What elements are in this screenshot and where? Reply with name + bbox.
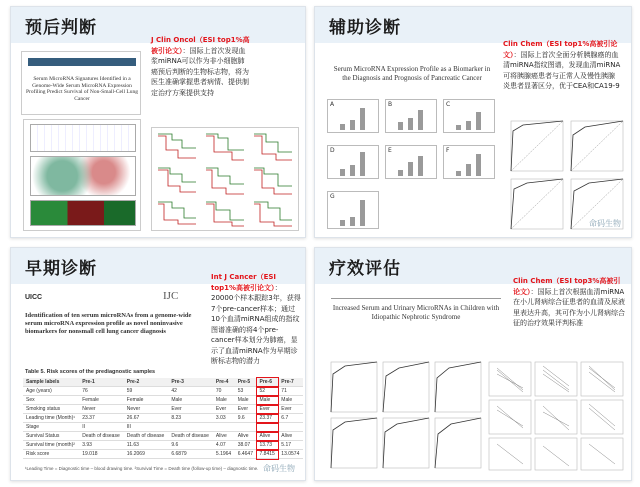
table-cell: 23.37 bbox=[79, 414, 124, 423]
table-cell: 4.07 bbox=[213, 441, 235, 450]
table-cell: 11.63 bbox=[124, 441, 169, 450]
table-cell: 19.018 bbox=[79, 450, 124, 459]
roc-curves bbox=[509, 119, 627, 233]
citation: Clin Chem（ESI top1%高被引论文） bbox=[503, 40, 618, 59]
table-cell: Survival time (month)² bbox=[23, 441, 79, 450]
table-header-cell: Pre-3 bbox=[168, 378, 213, 387]
roc-grid bbox=[509, 119, 627, 233]
table-cell: 53 bbox=[235, 387, 257, 396]
table-cell: Death of disease bbox=[124, 432, 169, 441]
paper-title: Serum MicroRNA Signatures Identified in a Genome-Wide Serum MicroRNA Expression Profiling Predict Survival of Non-Small-Cell Lung Cancer bbox=[26, 76, 138, 102]
table-cell: Never bbox=[124, 405, 169, 414]
kaplan-meier-grid bbox=[151, 127, 299, 231]
diagnosis-caption bbox=[503, 39, 621, 92]
table-header-cell: Pre-7 bbox=[278, 378, 303, 387]
roc-curve-grid bbox=[329, 360, 483, 472]
prognosis-caption bbox=[151, 35, 251, 98]
table-cell: Ever bbox=[213, 405, 235, 414]
table-cell: 3.93 bbox=[79, 441, 124, 450]
table-cell: 59 bbox=[124, 387, 169, 396]
panel-prognosis bbox=[10, 6, 306, 238]
table-cell: 42 bbox=[168, 387, 213, 396]
journal-banner bbox=[28, 58, 136, 66]
heatmap-c bbox=[30, 200, 136, 226]
table-cell: 16.2069 bbox=[124, 450, 169, 459]
table-cell: Ever bbox=[278, 405, 303, 414]
scatter-plot-a bbox=[30, 124, 136, 152]
table-header-cell: Pre-6 bbox=[257, 378, 279, 387]
panel-title: 早期诊断 bbox=[25, 259, 97, 279]
table-cell: 5.17 bbox=[278, 441, 303, 450]
ijc-logo: IJC bbox=[163, 290, 179, 302]
table-cell: Death of disease bbox=[168, 432, 213, 441]
plot-c: C bbox=[443, 99, 495, 133]
panel-diagnosis bbox=[314, 6, 632, 238]
uicc-logo: UICC bbox=[25, 294, 43, 301]
plot-e: E bbox=[385, 145, 437, 179]
table-row bbox=[23, 441, 303, 450]
table-cell: Smoking status bbox=[23, 405, 79, 414]
citation: J Clin Oncol（ESI top1%高被引论文） bbox=[151, 36, 250, 55]
journal-page-thumbnail bbox=[21, 51, 141, 115]
table-cell: Never bbox=[79, 405, 124, 414]
table-cell: Male bbox=[168, 396, 213, 405]
caption-text: ：20000个样本跟踪3年，获得7个pre-cancer样本；通过10个血清miRNA组成的指纹图谱准确的将4个pre-cancer样本划分为肺癌，显示了血清miRNA作为早期诊断标志物的潜力 bbox=[211, 283, 301, 365]
panel-title: 预后判断 bbox=[25, 18, 97, 38]
citation: Clin Chem（ESI top3%高被引论文） bbox=[513, 277, 621, 296]
table-cell: 52 bbox=[257, 387, 279, 396]
table-cell: 23.37 bbox=[257, 414, 279, 423]
table-cell: 7.8415 bbox=[257, 450, 279, 459]
table-body bbox=[23, 387, 303, 459]
table-cell: 6.7 bbox=[278, 414, 303, 423]
paper-title: Serum MicroRNA Expression Profile as a Biomarker in the Diagnosis and Prognosis of Pancreatic Cancer bbox=[333, 65, 491, 82]
table-cell bbox=[168, 423, 213, 432]
table-cell: Age (years) bbox=[23, 387, 79, 396]
caption-text: ：国际上首次发现血浆miRNA可以作为非小细胞肺癌预后判断的生物标志物，将为医生准确掌握患者病情、提供制定治疗方案提供支持 bbox=[151, 46, 249, 97]
table-row bbox=[23, 405, 303, 414]
table-cell: 6.4647 bbox=[235, 450, 257, 459]
expression-figure bbox=[487, 360, 627, 472]
paired-plots bbox=[487, 360, 627, 472]
table-header-cell: Pre-2 bbox=[124, 378, 169, 387]
table-cell: Death of disease bbox=[79, 432, 124, 441]
plot-b: B bbox=[385, 99, 437, 133]
panel-title: 辅助诊断 bbox=[329, 18, 401, 38]
table-row bbox=[23, 450, 303, 459]
table-header-cell: Sample labels bbox=[23, 378, 79, 387]
table-cell: 26.67 bbox=[124, 414, 169, 423]
table-cell: II bbox=[79, 423, 124, 432]
table-cell: Female bbox=[124, 396, 169, 405]
table-cell: Ever bbox=[257, 405, 279, 414]
caption-text: ：国际上首次全面分析胰腺癌的血清miRNA指纹图谱，发现血清miRNA可将胰腺癌患者与正常人及慢性胰腺炎患者显著区分，优于CEA和CA19-9 bbox=[503, 50, 621, 90]
table-cell: 13.73 bbox=[257, 441, 279, 450]
survival-figure bbox=[23, 119, 141, 231]
panel-title: 疗效评估 bbox=[329, 259, 401, 279]
scatter-plot-b bbox=[30, 156, 136, 196]
table-cell: 38.07 bbox=[235, 441, 257, 450]
table-cell: Male bbox=[235, 396, 257, 405]
risk-score-table bbox=[23, 378, 303, 459]
table-header-cell: Pre-4 bbox=[213, 378, 235, 387]
table-cell: 9.6 bbox=[168, 441, 213, 450]
table-cell bbox=[213, 423, 235, 432]
table-cell: Survival Status bbox=[23, 432, 79, 441]
caption-text: ：国际上首次根据血清miRNA在小儿肾病综合征患者的血清及尿液里表达升高，其可作为小儿肾病综合征的治疗效果评判标准 bbox=[513, 287, 625, 327]
table-cell bbox=[257, 423, 279, 432]
plot-g: G bbox=[327, 191, 379, 229]
table-header-cell: Pre-5 bbox=[235, 378, 257, 387]
table-cell: Alive bbox=[278, 432, 303, 441]
table-note: ¹Leading Time = Diagnostic time – blood drawing time. ²Survival Time = Death time (follow-up time) – diagnostic time. bbox=[25, 466, 259, 471]
table-cell: Ever bbox=[235, 405, 257, 414]
table-row bbox=[23, 432, 303, 441]
table-cell: Stage bbox=[23, 423, 79, 432]
efficacy-caption bbox=[513, 276, 625, 329]
table-cell: 8.23 bbox=[168, 414, 213, 423]
citation: Int J Cancer（ESI top1%高被引论文） bbox=[211, 273, 277, 292]
table-cell: 70 bbox=[213, 387, 235, 396]
table-cell: 71 bbox=[278, 387, 303, 396]
table-cell: Alive bbox=[257, 432, 279, 441]
table-cell: Male bbox=[257, 396, 279, 405]
table-cell: Sex bbox=[23, 396, 79, 405]
boxplot-grid bbox=[327, 99, 501, 233]
table-cell: III bbox=[124, 423, 169, 432]
table-cell: Female bbox=[79, 396, 124, 405]
km-curves bbox=[152, 128, 298, 230]
table-row bbox=[23, 423, 303, 432]
table-cell: 3.03 bbox=[213, 414, 235, 423]
roc-figure bbox=[329, 360, 483, 472]
table-cell: Male bbox=[213, 396, 235, 405]
table-cell: Risk score bbox=[23, 450, 79, 459]
table-cell: Ever bbox=[168, 405, 213, 414]
table-row bbox=[23, 396, 303, 405]
table-cell: Alive bbox=[235, 432, 257, 441]
plot-f: F bbox=[443, 145, 495, 179]
table-cell: 5.1964 bbox=[213, 450, 235, 459]
table-cell: 13.0574 bbox=[278, 450, 303, 459]
table-row bbox=[23, 387, 303, 396]
table-header-cell: Pre-1 bbox=[79, 378, 124, 387]
paper-title: Increased Serum and Urinary MicroRNAs in Children with Idiopathic Nephrotic Syndrome bbox=[332, 304, 500, 321]
paper-title: Identification of ten serum microRNAs from a genome-wide serum microRNA expression profile as novel noninvasive biomarkers for nonsmall cell lung cancer diagnosis bbox=[25, 312, 192, 335]
table-cell: Leading time (Month)¹ bbox=[23, 414, 79, 423]
table-cell: 9.6 bbox=[235, 414, 257, 423]
early-caption bbox=[211, 272, 301, 367]
table-header-row bbox=[23, 378, 303, 387]
table-cell: Alive bbox=[213, 432, 235, 441]
table-cell: Male bbox=[278, 396, 303, 405]
table-cell bbox=[235, 423, 257, 432]
journal-rule bbox=[331, 298, 501, 299]
plot-a: A bbox=[327, 99, 379, 133]
panel-efficacy bbox=[314, 247, 632, 481]
table-cell: 6.6879 bbox=[168, 450, 213, 459]
table-cell bbox=[278, 423, 303, 432]
panel-early-diagnosis bbox=[10, 247, 306, 481]
watermark: 命码生物 bbox=[263, 464, 295, 473]
table-row bbox=[23, 414, 303, 423]
watermark: 命码生物 bbox=[589, 219, 621, 228]
table-cell: 76 bbox=[79, 387, 124, 396]
table-caption: Table 5. Risk scores of the prediagnostic samples bbox=[25, 369, 156, 375]
plot-d: D bbox=[327, 145, 379, 179]
